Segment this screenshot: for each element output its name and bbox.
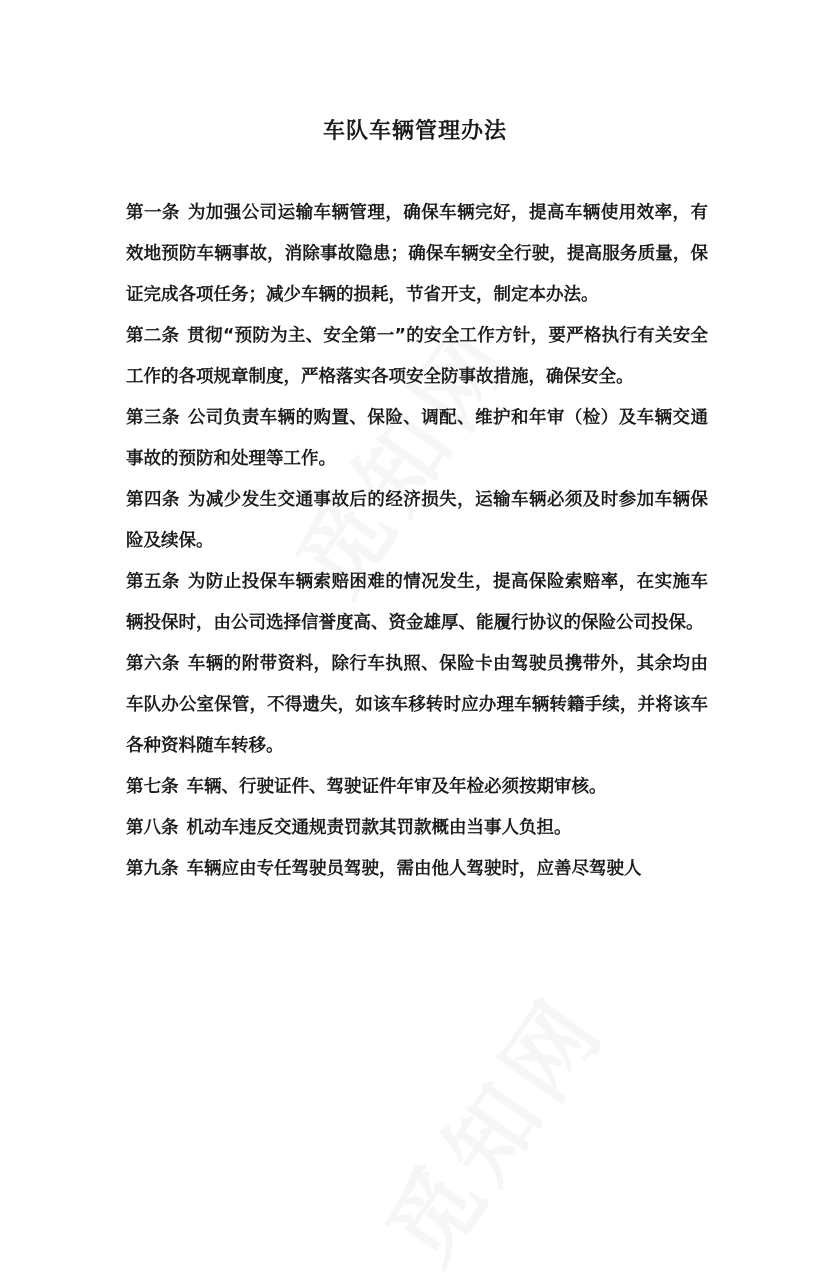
article-label: 第一条 <box>126 203 180 223</box>
article-label: 第八条 <box>126 818 179 838</box>
article-5 <box>126 562 708 644</box>
article-label: 第三条 <box>126 408 180 428</box>
article-label: 第四条 <box>126 490 180 510</box>
article-text: 贯彻“预防为主、安全第一”的安全工作方针，要严格执行有关安全工作的各项规章制度，严格落实各项安全防事故措施，确保安全。 <box>126 326 708 387</box>
article-1 <box>126 193 708 316</box>
article-list <box>126 193 708 890</box>
article-2 <box>126 316 708 398</box>
article-text: 公司负责车辆的购置、保险、调配、维护和年审（检）及车辆交通事故的预防和处理等工作。 <box>126 408 709 469</box>
article-text: 车辆应由专任驾驶员驾驶，需由他人驾驶时，应善尽驾驶人 <box>186 859 642 879</box>
article-text: 车辆的附带资料，除行车执照、保险卡由驾驶员携带外，其余均由车队办公室保管，不得遗失，如该车移转时应办理车辆转籍手续，并将该车各种资料随车转移。 <box>126 654 709 756</box>
article-9 <box>126 849 708 890</box>
article-label: 第九条 <box>126 859 179 879</box>
article-3 <box>126 398 708 480</box>
article-text: 车辆、行驶证件、驾驶证件年审及年检必须按期审核。 <box>186 777 607 797</box>
article-4 <box>126 480 708 562</box>
article-8 <box>126 808 708 849</box>
article-text: 为加强公司运输车辆管理，确保车辆完好，提高车辆使用效率，有效地预防车辆事故，消除事故隐患；确保车辆安全行驶，提高服务质量，保证完成各项任务；减少车辆的损耗，节省开支，制定本办法。 <box>126 203 709 305</box>
article-text: 为减少发生交通事故后的经济损失，运输车辆必须及时参加车辆保险及续保。 <box>126 490 709 551</box>
article-7 <box>126 767 708 808</box>
article-6 <box>126 644 708 767</box>
article-text: 为防止投保车辆索赔困难的情况发生，提高保险索赔率，在实施车辆投保时，由公司选择信誉度高、资金雄厚、能履行协议的保险公司投保。 <box>126 572 709 633</box>
article-text: 机动车违反交通规责罚款其罚款概由当事人负担。 <box>186 818 572 838</box>
article-label: 第六条 <box>126 654 180 674</box>
article-label: 第五条 <box>126 572 180 592</box>
article-label: 第七条 <box>126 777 179 797</box>
document-title: 车队车辆管理办法 <box>322 119 507 144</box>
watermark <box>351 965 630 1285</box>
article-label: 第二条 <box>126 326 180 346</box>
